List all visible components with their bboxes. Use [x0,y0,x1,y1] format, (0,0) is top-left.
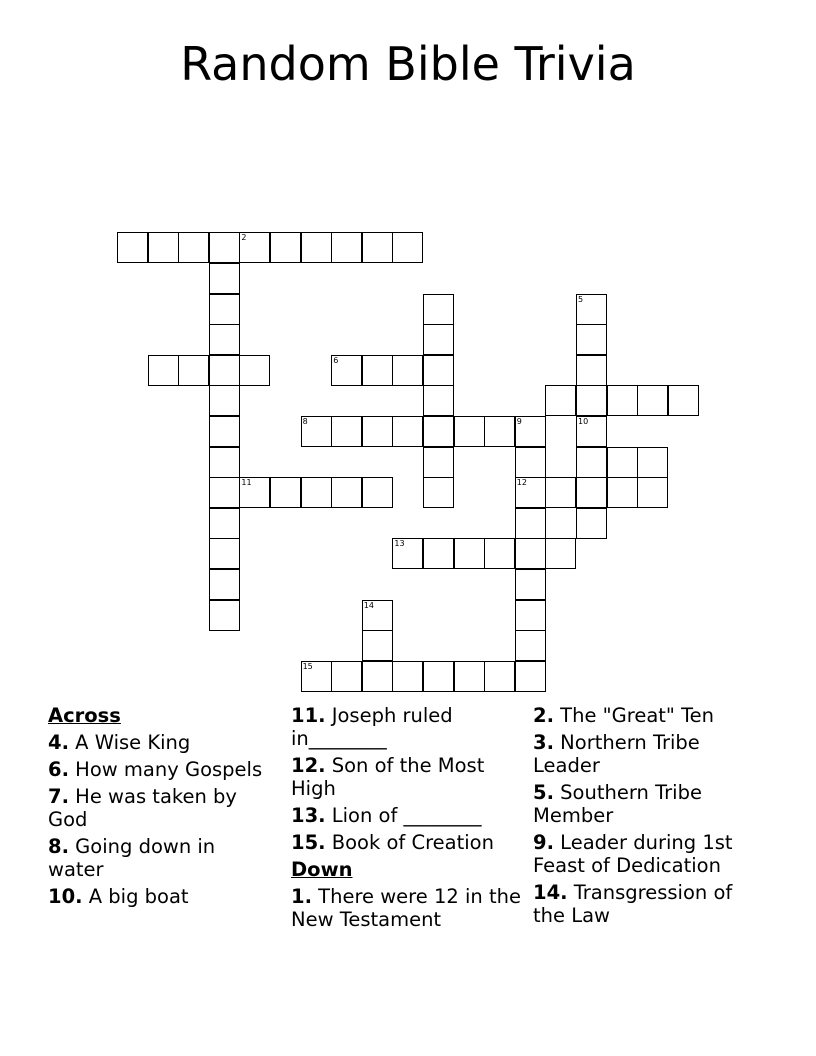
grid-cell[interactable] [515,600,546,631]
grid-cell[interactable] [515,569,546,600]
grid-cell[interactable] [301,416,332,447]
grid-cell[interactable] [576,294,607,325]
clue-text: There were 12 in the New Testament [291,885,521,931]
grid-cell[interactable] [576,324,607,355]
grid-cell[interactable] [454,538,485,569]
clue-number-label: 7. [48,785,69,808]
grid-cell[interactable] [117,232,148,263]
across-heading: Across [48,704,121,727]
clue-number-label: 9. [533,831,554,854]
clue-number-label: 5. [533,781,554,804]
grid-cell[interactable] [362,232,393,263]
clue-text: A big boat [82,885,189,908]
grid-cell[interactable] [637,385,668,416]
grid-cell[interactable] [362,600,393,631]
clue [48,885,273,908]
clue-number-label: 8. [48,835,69,858]
grid-cell[interactable] [209,477,240,508]
grid-cell[interactable] [392,538,423,569]
clue-number-label: 15. [291,831,326,854]
grid-cell[interactable] [392,232,423,263]
clue-number: 14 [363,600,374,610]
grid-cell[interactable] [607,447,638,478]
grid-cell[interactable] [392,355,423,386]
clue [48,835,273,881]
grid-cell[interactable] [668,385,699,416]
grid-cell[interactable] [209,232,240,263]
clue [291,831,521,854]
grid-cell[interactable] [209,508,240,539]
grid-cell[interactable] [239,355,270,386]
grid-cell[interactable] [545,385,576,416]
clue [291,754,521,800]
grid-cell[interactable] [607,477,638,508]
grid-cell[interactable] [515,508,546,539]
grid-cell[interactable] [637,477,668,508]
clue-number: 15 [302,661,313,671]
across-clues-column [48,704,273,912]
grid-cell[interactable] [270,477,301,508]
grid-cell[interactable] [576,447,607,478]
grid-cell[interactable] [484,538,515,569]
clue-number: 2 [241,233,247,243]
clue [533,704,758,727]
grid-cell[interactable] [331,355,362,386]
grid-cell[interactable] [362,477,393,508]
clue-number-label: 4. [48,731,69,754]
grid-cell[interactable] [209,416,240,447]
grid-cell[interactable] [576,416,607,447]
clue [291,885,521,931]
grid-cell[interactable] [515,447,546,478]
clue-text: Southern Tribe Member [533,781,702,827]
grid-cell[interactable] [454,661,485,692]
clue-number-label: 6. [48,758,69,781]
clue [533,881,758,927]
clue-number: 10 [578,417,589,426]
clue-number-label: 2. [533,704,554,727]
grid-cell[interactable] [423,447,454,478]
grid-cell[interactable] [362,661,393,692]
grid-cell[interactable] [423,294,454,325]
grid-cell[interactable] [209,569,240,600]
clue-text: He was taken by God [48,785,237,831]
clue-text: Leader during 1st Feast of Dedication [533,831,733,877]
page-title: Random Bible Trivia [180,37,636,91]
grid-cell[interactable] [576,477,607,508]
grid-cell[interactable] [209,385,240,416]
grid-cell[interactable] [423,355,454,386]
clue-text: A Wise King [68,731,191,754]
grid-cell[interactable] [423,385,454,416]
grid-cell[interactable] [331,661,362,692]
clue [533,831,758,877]
clue-number-label: 10. [48,885,83,908]
grid-cell[interactable] [484,661,515,692]
clue-number-label: 3. [533,731,554,754]
clue-text: Joseph ruled in________ [291,704,453,750]
clue [48,731,273,754]
clue-number: 8 [302,417,308,426]
grid-cell[interactable] [148,232,179,263]
clue-number-label: 12. [291,754,326,777]
clue-text: Son of the Most High [291,754,485,800]
clue-number: 11 [241,478,252,488]
grid-cell[interactable] [362,630,393,661]
clue-number: 9 [516,417,522,426]
grid-cell[interactable] [209,355,240,386]
grid-cell[interactable] [576,355,607,386]
grid-cell[interactable] [392,661,423,692]
grid-cell[interactable] [423,661,454,692]
grid-cell[interactable] [423,477,454,508]
clue [48,785,273,831]
clue [533,731,758,777]
grid-cell[interactable] [178,232,209,263]
grid-cell[interactable] [545,538,576,569]
grid-cell[interactable] [576,508,607,539]
clue-text: Northern Tribe Leader [533,731,700,777]
grid-cell[interactable] [515,416,546,447]
clue [291,704,521,750]
grid-cell[interactable] [331,477,362,508]
grid-cell[interactable] [178,355,209,386]
grid-cell[interactable] [362,355,393,386]
clue [291,804,521,827]
grid-cell[interactable] [301,477,332,508]
grid-cell[interactable] [484,416,515,447]
clue-text: Book of Creation [325,831,494,854]
grid-cell[interactable] [239,477,270,508]
clue [533,781,758,827]
grid-cell[interactable] [515,630,546,661]
grid-cell[interactable] [209,447,240,478]
grid-cell[interactable] [362,416,393,447]
grid-cell[interactable] [301,232,332,263]
grid-cell[interactable] [301,661,332,692]
grid-cell[interactable] [148,355,179,386]
down-clues-column [533,704,758,931]
grid-cell[interactable] [331,232,362,263]
grid-cell[interactable] [515,538,546,569]
grid-cell[interactable] [423,538,454,569]
clue-text: Transgression of the Law [533,881,733,927]
grid-cell[interactable] [454,416,485,447]
grid-cell[interactable] [209,538,240,569]
clue-number-label: 1. [291,885,312,908]
grid-cell[interactable] [607,385,638,416]
clue-number: 5 [578,294,584,304]
grid-cell[interactable] [209,600,240,631]
grid-cell[interactable] [637,447,668,478]
clue-number: 6 [333,355,339,365]
grid-cell[interactable] [209,294,240,325]
clue-number: 12 [516,478,527,488]
grid-cell[interactable] [270,232,301,263]
grid-cell[interactable] [515,477,546,508]
grid-cell[interactable] [239,232,270,263]
clue-number-label: 13. [291,804,326,827]
clue-number-label: 14. [533,881,568,904]
grid-cell[interactable] [515,661,546,692]
clue-number-label: 11. [291,704,326,727]
grid-cell[interactable] [209,263,240,294]
grid-cell[interactable] [209,324,240,355]
down-heading: Down [291,858,353,881]
grid-cell[interactable] [392,416,423,447]
grid-cell[interactable] [545,477,576,508]
grid-cell[interactable] [576,385,607,416]
grid-cell[interactable] [423,324,454,355]
clue-number: 13 [394,539,405,549]
clue [48,758,273,781]
clue-text: How many Gospels [68,758,263,781]
clue-text: Lion of ________ [325,804,482,827]
clue-text: Going down in water [48,835,216,881]
grid-cell[interactable] [423,416,454,447]
grid-cell[interactable] [331,416,362,447]
clue-text: The "Great" Ten [553,704,715,727]
across-clues-column-2 [291,704,521,935]
